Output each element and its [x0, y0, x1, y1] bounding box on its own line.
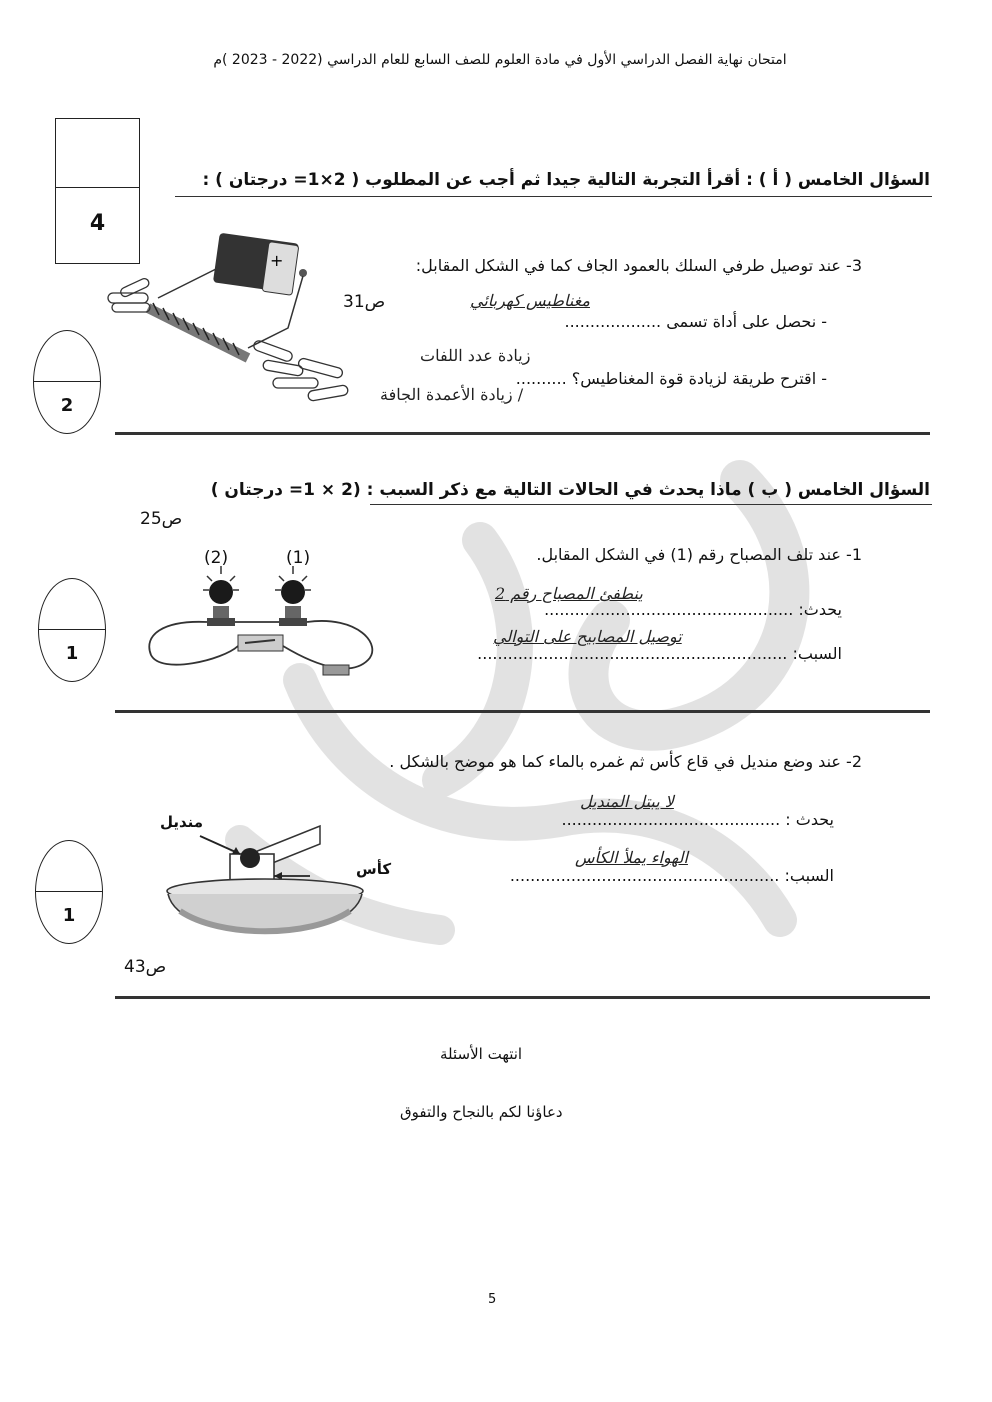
separator-line — [115, 996, 930, 999]
bulb-1-label: (1) — [286, 548, 311, 568]
section-a-item-1-prompt: - نحصل على أداة تسمى ................... — [564, 312, 827, 331]
section-a-answer-2-line-1: زيادة عدد اللفات — [420, 346, 531, 365]
section-a-score-value: 2 — [60, 395, 74, 416]
bulb-1-icon — [275, 566, 311, 626]
exam-header-title: امتحان نهاية الفصل الدراسي الأول في مادة العلوم للصف السابع للعام الدراسي (2022 - 2023 )م — [213, 52, 787, 68]
separator-line — [115, 432, 930, 435]
tissue-label: منديل — [160, 813, 204, 831]
closing-wish-text: دعاؤنا لكم بالنجاح والتفوق — [400, 1103, 563, 1121]
separator-line — [115, 710, 930, 713]
section-a-heading: السؤال الخامس ( أ ) : أقرأ التجربة التالية جيدا ثم أجب عن المطلوب ( 2×1= درجتان ) : — [202, 170, 930, 190]
section-b-q2-page-ref: ص43 — [124, 957, 167, 977]
section-a-heading-underline — [175, 196, 932, 197]
section-b-q1-score-oval — [38, 578, 106, 682]
section-a-score-oval — [33, 330, 101, 434]
oval-divider — [39, 629, 105, 630]
section-b-heading: السؤال الخامس ( ب ) ماذا يحدث في الحالات التالية مع ذكر السبب : (2 × 1= درجتان ) — [210, 480, 930, 500]
series-circuit-figure — [143, 560, 383, 685]
section-b-q2-score-oval — [35, 840, 103, 944]
section-a-answer-2-line-2: / زيادة الأعمدة الجافة — [380, 385, 524, 404]
switch-icon — [238, 635, 283, 651]
section-a-page-ref: ص31 — [343, 292, 386, 312]
section-a-item-2-prompt: - اقترح طريقة لزيادة قوة المغناطيس؟ .......... — [515, 369, 827, 388]
section-b-question-1: 1- عند تلف المصباح رقم (1) في الشكل المقابل. — [536, 545, 862, 564]
section-b-q2-happens-label: يحدث : ........................................... — [561, 810, 834, 829]
submerged-cup-figure — [160, 816, 380, 961]
section-b-question-2: 2- عند وضع منديل في قاع كأس ثم غمره بالماء كما هو موضح بالشكل . — [389, 752, 862, 771]
coil-icon — [148, 303, 248, 358]
water-bowl-icon — [167, 879, 363, 933]
tissue-icon — [240, 848, 260, 868]
section-b-q1-happens-label: يحدث: ................................................. — [544, 600, 842, 619]
bulb-2-icon — [203, 566, 239, 626]
bulb-2-label: (2) — [204, 548, 229, 568]
score-box-divider — [56, 187, 139, 188]
section-a-question-3: 3- عند توصيل طرفي السلك بالعمود الجاف كما في الشكل المقابل: — [415, 256, 862, 275]
electromagnet-figure — [98, 228, 373, 410]
cup-label: كأس — [356, 860, 392, 878]
section-b-q2-reason-label: السبب: ..................................................... — [509, 866, 834, 885]
oval-divider — [34, 381, 100, 382]
section-b-q1-reason-answer: توصيل المصابيح على التوالي — [493, 627, 682, 646]
section-b-q1-reason-label: السبب: ............................................................. — [477, 644, 842, 663]
battery-small-icon — [323, 665, 349, 675]
section-b-q1-happens-answer: ينطفئ المصباح رقم 2 — [495, 584, 643, 603]
section-a-answer-1: مغناطيس كهربائي — [470, 291, 590, 310]
battery-icon — [213, 233, 307, 296]
section-b-q2-reason-answer: الهواء يملأ الكأس — [575, 848, 688, 867]
total-score-value: 4 — [89, 211, 106, 236]
oval-divider — [36, 891, 102, 892]
section-b-q2-score-value: 1 — [62, 905, 76, 926]
end-of-questions-text: انتهت الأسئلة — [440, 1045, 523, 1063]
page-number: 5 — [488, 1292, 497, 1307]
section-b-page-ref: ص25 — [140, 509, 183, 529]
section-b-heading-underline — [370, 504, 932, 505]
section-b-q1-score-value: 1 — [65, 643, 79, 664]
section-b-q2-happens-answer: لا يبتل المنديل — [580, 792, 674, 811]
paperclips-icon — [108, 277, 349, 401]
battery-plus-sign: + — [270, 251, 284, 270]
